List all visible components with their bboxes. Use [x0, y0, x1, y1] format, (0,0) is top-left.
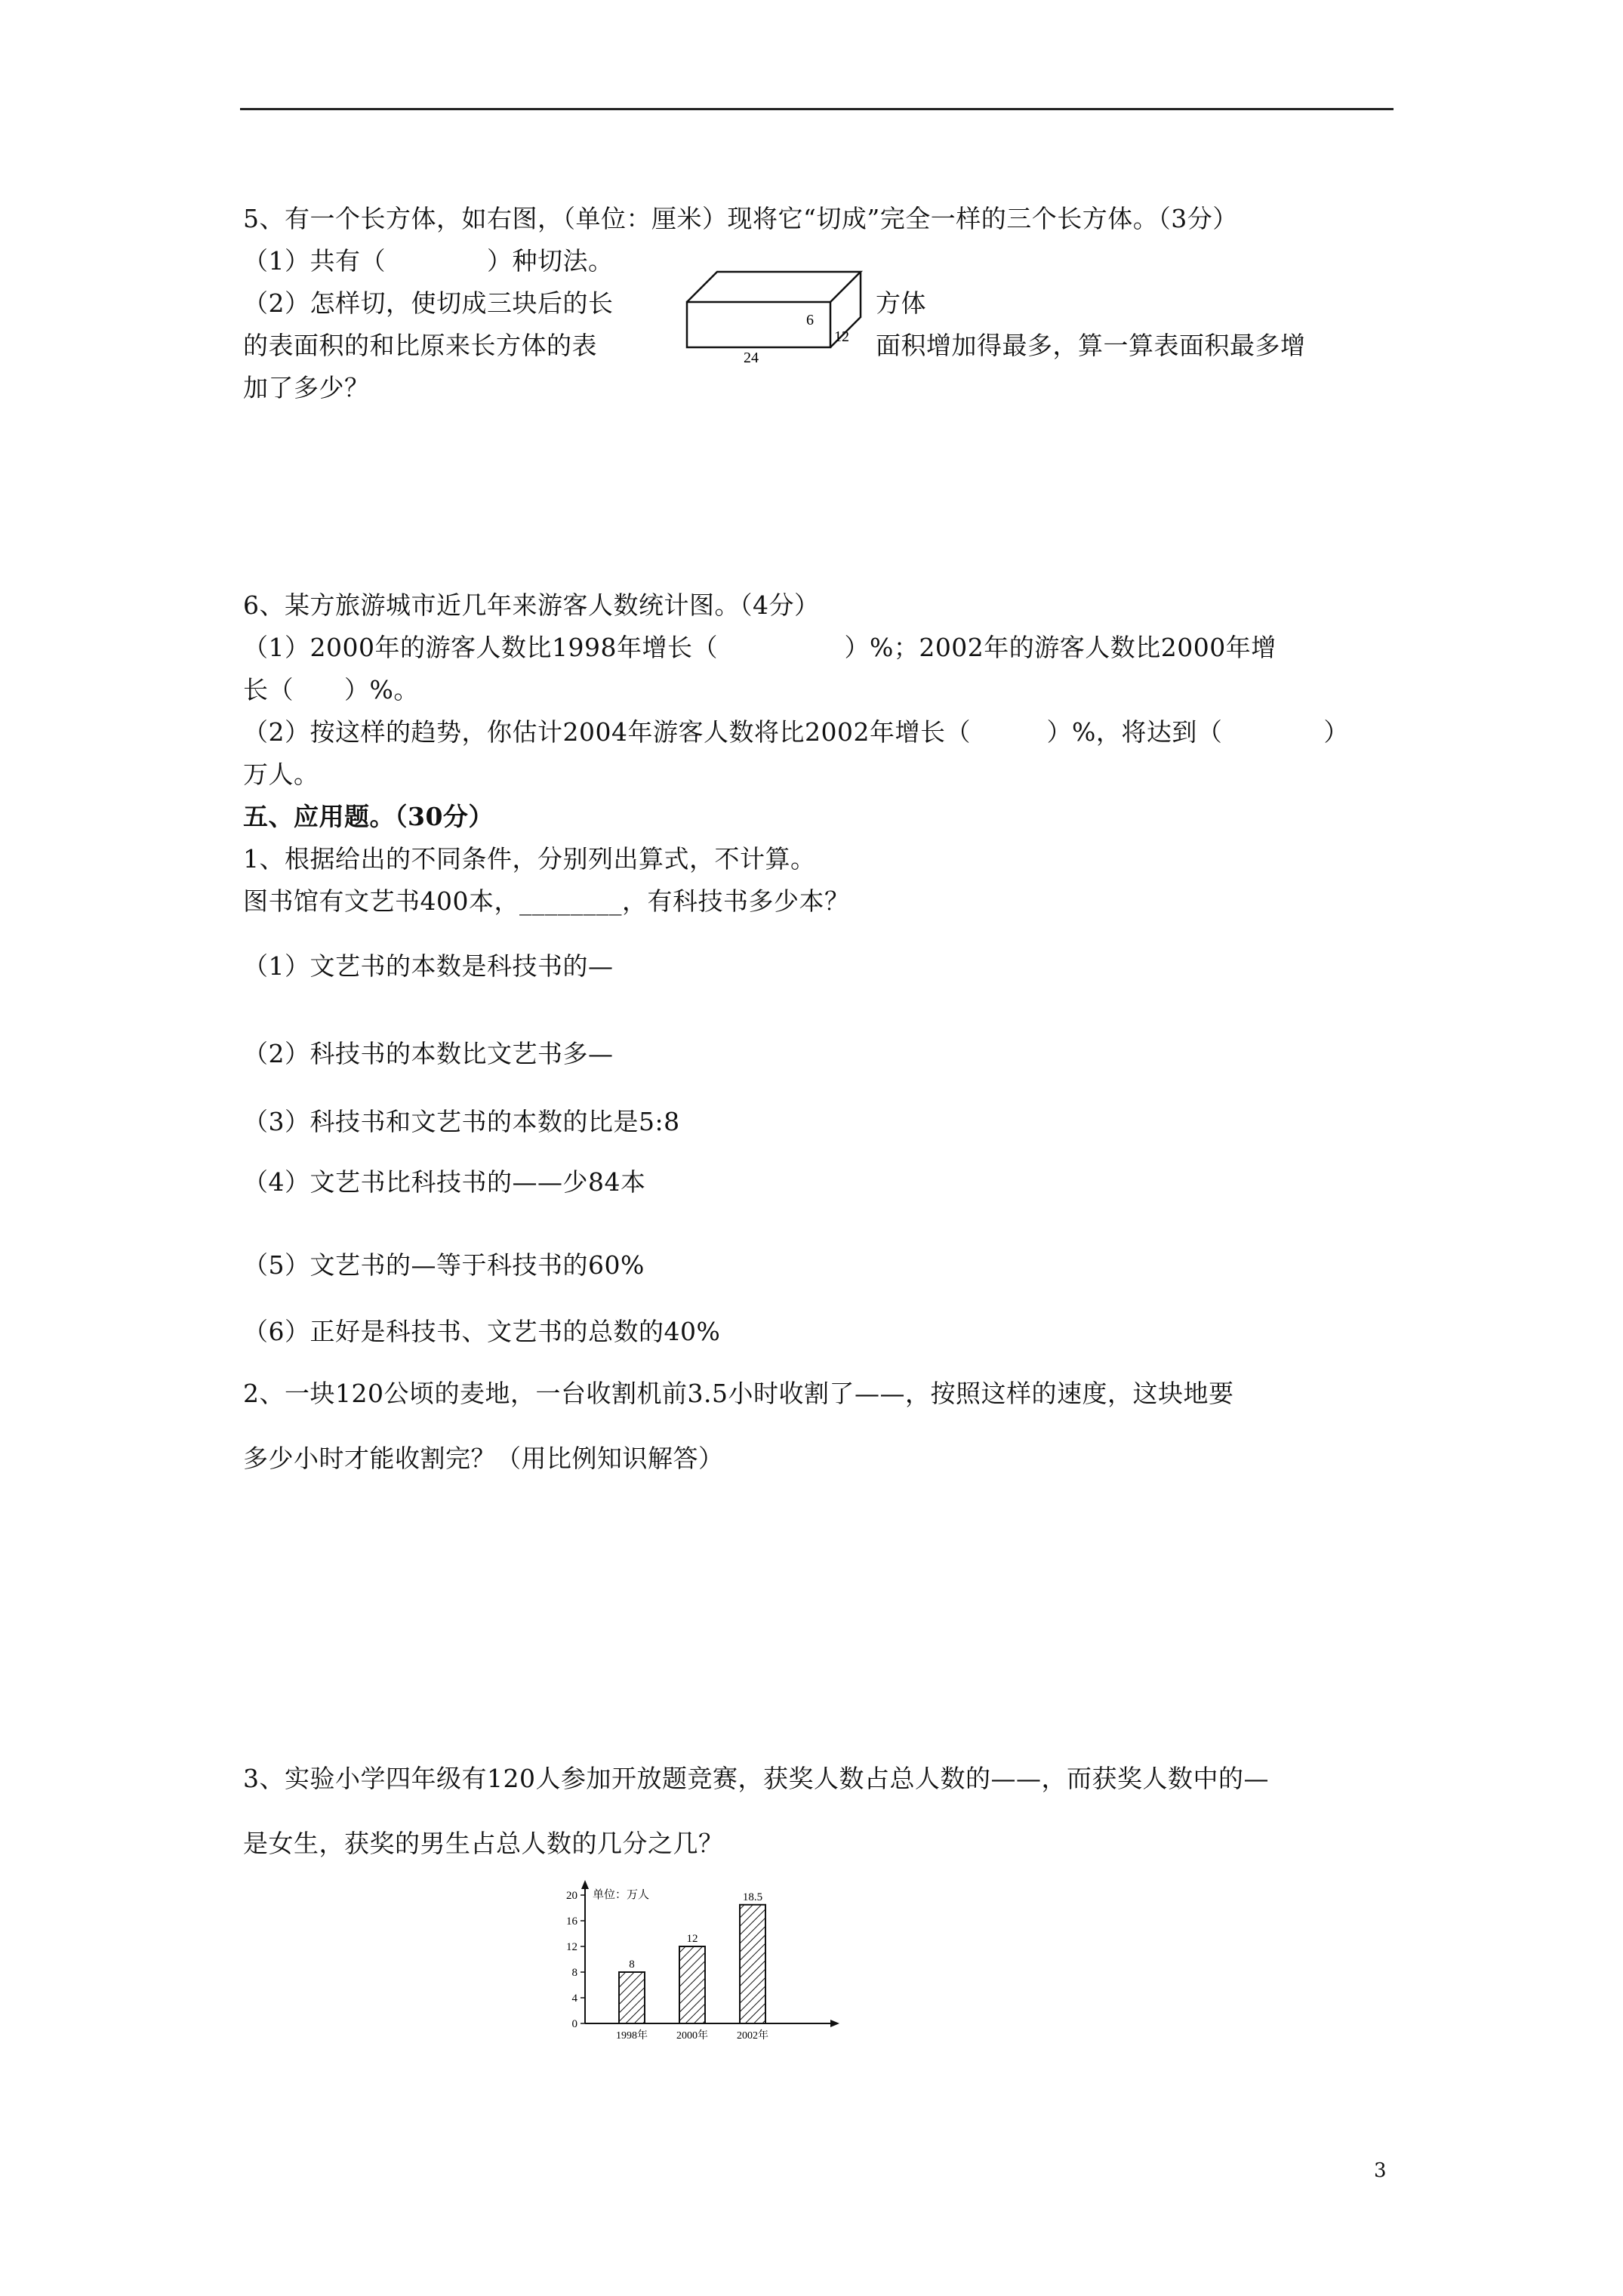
q5-sub2-d: 面积增加得最多，算一算表面积最多增 — [876, 331, 1306, 360]
s5-q1-item-6: （6）正好是科技书、文艺书的总数的40% — [243, 1317, 721, 1346]
s5-q1-title: 1、根据给出的不同条件，分别列出算式，不计算。 — [243, 844, 816, 874]
cuboid-height-label: 6 — [806, 312, 814, 328]
q5-title: 5、有一个长方体，如右图，（单位：厘米）现将它“切成”完全一样的三个长方体。（3分） — [243, 204, 1238, 233]
y-tick-label: 8 — [571, 1967, 577, 1979]
q5-sub2-b: 方体 — [876, 288, 926, 318]
q5-sub2-c: 的表面积的和比原来长方体的表 — [243, 331, 597, 360]
q6-sub2-a: （2）按这样的趋势，你估计2004年游客人数将比2002年增长（ ）%，将达到（ ） — [243, 717, 1349, 747]
bar — [619, 1972, 645, 2023]
bar-value-label: 8 — [629, 1959, 635, 1971]
s5-q1-item-2: （2）科技书的本数比文艺书多— — [243, 1039, 614, 1068]
cuboid-figure — [679, 264, 876, 362]
q5-sub2-a: （2）怎样切，使切成三块后的长 — [243, 288, 614, 318]
q5-sub2-e: 加了多少？ — [243, 373, 370, 402]
s5-q3-line-1: 3、实验小学四年级有120人参加开放题竞赛，获奖人数占总人数的——，而获奖人数中的— — [243, 1764, 1269, 1793]
s5-q2-line-2: 多少小时才能收割完？（用比例知识解答） — [243, 1444, 724, 1473]
s5-q1-item-1: （1）文艺书的本数是科技书的— — [243, 951, 614, 981]
bar-value-label: 18.5 — [742, 1891, 763, 1903]
bar — [740, 1905, 765, 2023]
x-tick-label: 2000年 — [676, 2030, 708, 2042]
s5-q1-item-4: （4）文艺书比科技书的——少84本 — [243, 1167, 646, 1197]
s5-q1-item-3: （3）科技书和文艺书的本数的比是5:8 — [243, 1107, 680, 1136]
y-axis-arrow — [581, 1880, 589, 1889]
x-tick-label: 2002年 — [737, 2030, 768, 2042]
s5-q3-line-2: 是女生，获奖的男生占总人数的几分之几？ — [243, 1829, 724, 1858]
s5-q1-item-5: （5）文艺书的—等于科技书的60% — [243, 1250, 645, 1280]
tourist-bar-chart — [528, 1872, 845, 2054]
cuboid-length-label: 24 — [744, 350, 759, 362]
x-axis-arrow — [830, 2020, 839, 2027]
y-tick-label: 12 — [566, 1941, 577, 1953]
q6-sub2-b: 万人。 — [243, 760, 319, 789]
q6-title: 6、某方旅游城市近几年来游客人数统计图。（4分） — [243, 590, 820, 620]
section5-heading: 五、应用题。（30分） — [243, 802, 494, 831]
x-tick-label: 1998年 — [616, 2030, 648, 2042]
q6-sub1-a: （1）2000年的游客人数比1998年增长（ ）%；2002年的游客人数比2000年增 — [243, 633, 1277, 662]
s5-q2-line-1: 2、一块120公顷的麦地，一台收割机前3.5小时收割了——，按照这样的速度，这块地要 — [243, 1379, 1234, 1408]
y-tick-label: 16 — [566, 1915, 577, 1928]
cuboid-top-face — [687, 272, 861, 302]
chart-unit-label: 单位：万人 — [593, 1889, 650, 1901]
y-tick-label: 0 — [571, 2018, 577, 2030]
header-rule — [240, 108, 1394, 110]
bar-value-label: 12 — [686, 1933, 698, 1945]
bar — [679, 1946, 705, 2023]
q6-sub1-b: 长（ ）%。 — [243, 675, 419, 704]
y-tick-label: 4 — [571, 1992, 577, 2005]
page-number: 3 — [1374, 2159, 1387, 2182]
cuboid-width-label: 12 — [834, 328, 849, 345]
q5-sub1: （1）共有（ ）种切法。 — [243, 246, 614, 276]
s5-q1-stem: 图书馆有文艺书400本，________，有科技书多少本？ — [243, 886, 850, 916]
y-tick-label: 20 — [566, 1890, 577, 1902]
